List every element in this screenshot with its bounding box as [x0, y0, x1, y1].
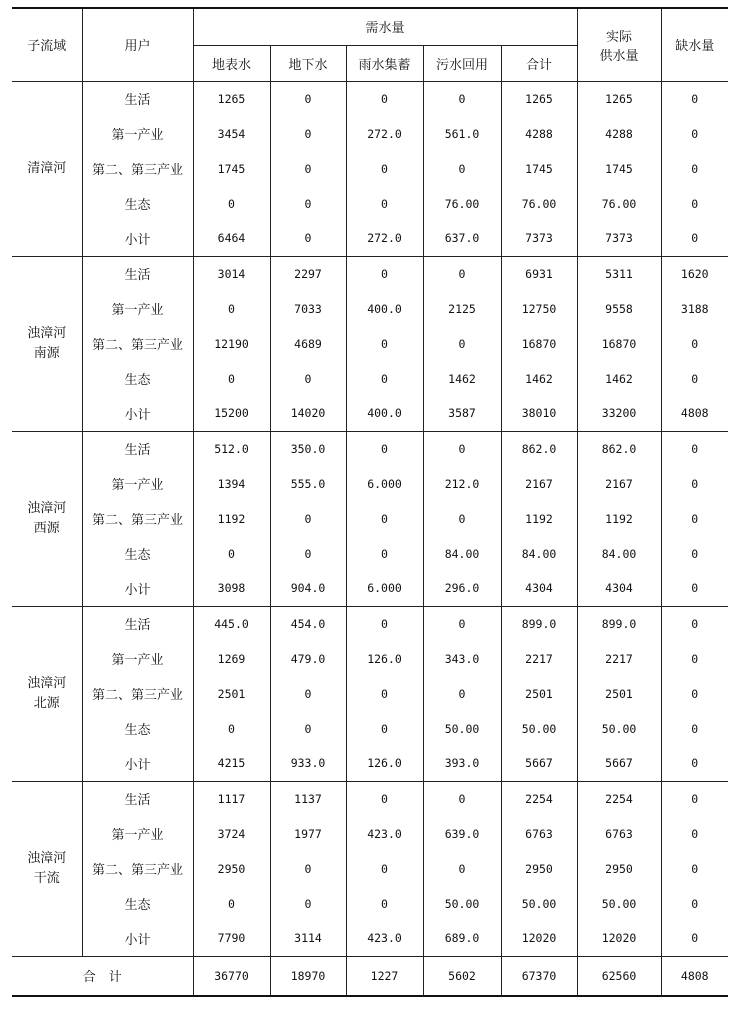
- cell-ground: 1977: [270, 816, 346, 851]
- cell-sewage: 212.0: [423, 466, 501, 501]
- cell-surface: 2950: [193, 851, 270, 886]
- cell-rain: 0: [346, 501, 423, 536]
- table-row: [12, 396, 728, 431]
- cell-supply: 5667: [577, 746, 661, 781]
- cell-shortage: 0: [661, 886, 728, 921]
- cell-supply: 33200: [577, 396, 661, 431]
- cell-rain: 0: [346, 606, 423, 641]
- user-category: 小计: [82, 396, 193, 431]
- cell-sum: 5667: [501, 746, 577, 781]
- cell-sum: 76.00: [501, 186, 577, 221]
- table-row: [12, 291, 728, 326]
- basin-name: [12, 781, 82, 956]
- cell-shortage: 3188: [661, 291, 728, 326]
- table-row: [12, 851, 728, 886]
- cell-rain: 0: [346, 851, 423, 886]
- cell-surface: 0: [193, 291, 270, 326]
- cell-ground: 4689: [270, 326, 346, 361]
- cell-sum: 1745: [501, 151, 577, 186]
- cell-shortage: 0: [661, 81, 728, 116]
- cell-ground: 350.0: [270, 431, 346, 466]
- cell-sum: 899.0: [501, 606, 577, 641]
- cell-surface: 1269: [193, 641, 270, 676]
- header-sum: 合计: [501, 45, 577, 81]
- user-category: 小计: [82, 746, 193, 781]
- table-row: [12, 641, 728, 676]
- table-row: [12, 466, 728, 501]
- table-row: [12, 921, 728, 956]
- table-row: [12, 501, 728, 536]
- header-groundwater: 地下水: [270, 45, 346, 81]
- table-row: [12, 361, 728, 396]
- cell-sum: 1462: [501, 361, 577, 396]
- cell-supply: 899.0: [577, 606, 661, 641]
- cell-supply: 4304: [577, 571, 661, 606]
- basin-name-line1: 浊漳河: [27, 675, 67, 691]
- cell-sum: 862.0: [501, 431, 577, 466]
- cell-sum: 7373: [501, 221, 577, 256]
- user-category: 第二、第三产业: [82, 851, 193, 886]
- cell-rain: 400.0: [346, 291, 423, 326]
- cell-shortage: 0: [661, 501, 728, 536]
- cell-surface: 12190: [193, 326, 270, 361]
- cell-rain: 272.0: [346, 221, 423, 256]
- cell-sewage: 1462: [423, 361, 501, 396]
- header-supply-line1: 实际: [606, 29, 633, 45]
- cell-sum: 50.00: [501, 886, 577, 921]
- cell-sewage: 561.0: [423, 116, 501, 151]
- cell-shortage: 0: [661, 711, 728, 746]
- table-row: [12, 536, 728, 571]
- user-category: 第一产业: [82, 641, 193, 676]
- user-category: 生态: [82, 711, 193, 746]
- table-row: [12, 816, 728, 851]
- cell-shortage: 0: [661, 641, 728, 676]
- cell-shortage: 0: [661, 676, 728, 711]
- cell-sum: 6763: [501, 816, 577, 851]
- cell-sum: 6931: [501, 256, 577, 291]
- cell-shortage: 4808: [661, 396, 728, 431]
- cell-rain: 0: [346, 151, 423, 186]
- table-row: [12, 116, 728, 151]
- cell-ground: 479.0: [270, 641, 346, 676]
- header-demand: 需水量: [193, 8, 577, 45]
- cell-sewage: 296.0: [423, 571, 501, 606]
- cell-sewage: 689.0: [423, 921, 501, 956]
- basin-name-line1: 浊漳河: [27, 850, 67, 866]
- cell-supply: 6763: [577, 816, 661, 851]
- table-row: [12, 326, 728, 361]
- basin-name-line1: 清漳河: [27, 160, 67, 176]
- table-row: [12, 781, 728, 816]
- cell-surface: 445.0: [193, 606, 270, 641]
- cell-sewage: 76.00: [423, 186, 501, 221]
- cell-ground: 904.0: [270, 571, 346, 606]
- cell-ground: 0: [270, 676, 346, 711]
- table-row: [12, 606, 728, 641]
- cell-surface: 512.0: [193, 431, 270, 466]
- user-category: 小计: [82, 571, 193, 606]
- cell-rain: 423.0: [346, 921, 423, 956]
- cell-surface: 1117: [193, 781, 270, 816]
- table-row: [12, 711, 728, 746]
- table-row: [12, 676, 728, 711]
- cell-shortage: 0: [661, 186, 728, 221]
- total-label: 合 计: [12, 956, 193, 996]
- cell-shortage: 0: [661, 746, 728, 781]
- cell-shortage: 0: [661, 466, 728, 501]
- user-category: 第一产业: [82, 116, 193, 151]
- cell-sewage: 393.0: [423, 746, 501, 781]
- cell-surface: 6464: [193, 221, 270, 256]
- cell-supply: 84.00: [577, 536, 661, 571]
- total-sum: 67370: [501, 956, 577, 996]
- cell-ground: 3114: [270, 921, 346, 956]
- user-category: 第一产业: [82, 466, 193, 501]
- cell-rain: 6.000: [346, 571, 423, 606]
- user-category: 生活: [82, 81, 193, 116]
- header-sewage-reuse: 污水回用: [423, 45, 501, 81]
- cell-supply: 2501: [577, 676, 661, 711]
- header-rainwater: 雨水集蓄: [346, 45, 423, 81]
- total-rain: 1227: [346, 956, 423, 996]
- cell-ground: 7033: [270, 291, 346, 326]
- basin-name-line2: 北源: [33, 695, 60, 711]
- table-row: [12, 571, 728, 606]
- cell-ground: 0: [270, 221, 346, 256]
- user-category: 生态: [82, 536, 193, 571]
- cell-rain: 6.000: [346, 466, 423, 501]
- cell-supply: 1192: [577, 501, 661, 536]
- total-supply: 62560: [577, 956, 661, 996]
- cell-surface: 15200: [193, 396, 270, 431]
- table-row: [12, 886, 728, 921]
- cell-ground: 2297: [270, 256, 346, 291]
- cell-sum: 16870: [501, 326, 577, 361]
- cell-ground: 933.0: [270, 746, 346, 781]
- cell-supply: 4288: [577, 116, 661, 151]
- basin-name-line2: 干流: [33, 870, 60, 886]
- cell-shortage: 0: [661, 921, 728, 956]
- cell-surface: 1192: [193, 501, 270, 536]
- cell-rain: 423.0: [346, 816, 423, 851]
- cell-ground: 454.0: [270, 606, 346, 641]
- basin-name: [12, 606, 82, 781]
- cell-surface: 0: [193, 186, 270, 221]
- cell-rain: 0: [346, 361, 423, 396]
- cell-rain: 0: [346, 431, 423, 466]
- cell-ground: 14020: [270, 396, 346, 431]
- cell-shortage: 0: [661, 151, 728, 186]
- table-body: [12, 81, 728, 956]
- cell-rain: 400.0: [346, 396, 423, 431]
- cell-sewage: 0: [423, 431, 501, 466]
- user-category: 小计: [82, 921, 193, 956]
- cell-rain: 0: [346, 326, 423, 361]
- cell-ground: 0: [270, 81, 346, 116]
- cell-shortage: 1620: [661, 256, 728, 291]
- cell-sewage: 0: [423, 151, 501, 186]
- cell-sum: 4288: [501, 116, 577, 151]
- cell-supply: 1265: [577, 81, 661, 116]
- cell-sum: 2254: [501, 781, 577, 816]
- cell-surface: 3014: [193, 256, 270, 291]
- user-category: 第二、第三产业: [82, 326, 193, 361]
- user-category: 生活: [82, 256, 193, 291]
- user-category: 小计: [82, 221, 193, 256]
- cell-sewage: 0: [423, 81, 501, 116]
- cell-supply: 9558: [577, 291, 661, 326]
- cell-sewage: 0: [423, 851, 501, 886]
- cell-sum: 12020: [501, 921, 577, 956]
- table-row: [12, 431, 728, 466]
- user-category: 生活: [82, 781, 193, 816]
- cell-surface: 2501: [193, 676, 270, 711]
- table-row: [12, 186, 728, 221]
- cell-rain: 0: [346, 676, 423, 711]
- cell-ground: 0: [270, 116, 346, 151]
- cell-rain: 0: [346, 886, 423, 921]
- cell-supply: 2950: [577, 851, 661, 886]
- cell-ground: 1137: [270, 781, 346, 816]
- table-row: [12, 221, 728, 256]
- user-category: 第二、第三产业: [82, 151, 193, 186]
- cell-rain: 126.0: [346, 746, 423, 781]
- cell-shortage: 0: [661, 116, 728, 151]
- cell-sum: 50.00: [501, 711, 577, 746]
- cell-ground: 0: [270, 186, 346, 221]
- user-category: 生态: [82, 186, 193, 221]
- cell-surface: 3454: [193, 116, 270, 151]
- cell-rain: 272.0: [346, 116, 423, 151]
- cell-supply: 12020: [577, 921, 661, 956]
- table-row: [12, 151, 728, 186]
- cell-ground: 555.0: [270, 466, 346, 501]
- cell-surface: 3098: [193, 571, 270, 606]
- cell-sum: 2217: [501, 641, 577, 676]
- cell-sewage: 3587: [423, 396, 501, 431]
- cell-sewage: 0: [423, 501, 501, 536]
- user-category: 第一产业: [82, 816, 193, 851]
- basin-name: [12, 431, 82, 606]
- cell-surface: 1394: [193, 466, 270, 501]
- cell-surface: 1265: [193, 81, 270, 116]
- total-ground: 18970: [270, 956, 346, 996]
- cell-surface: 7790: [193, 921, 270, 956]
- cell-sum: 38010: [501, 396, 577, 431]
- basin-name-line1: 浊漳河: [27, 325, 67, 341]
- cell-surface: 0: [193, 536, 270, 571]
- basin-name-line2: 西源: [33, 520, 60, 536]
- total-shortage: 4808: [661, 956, 728, 996]
- cell-ground: 0: [270, 536, 346, 571]
- cell-supply: 50.00: [577, 886, 661, 921]
- table-row: [12, 256, 728, 291]
- cell-surface: 0: [193, 886, 270, 921]
- cell-supply: 76.00: [577, 186, 661, 221]
- cell-sewage: 0: [423, 606, 501, 641]
- cell-shortage: 0: [661, 536, 728, 571]
- header-user: 用户: [82, 8, 193, 81]
- cell-sum: 84.00: [501, 536, 577, 571]
- user-category: 生态: [82, 361, 193, 396]
- user-category: 第二、第三产业: [82, 676, 193, 711]
- cell-shortage: 0: [661, 221, 728, 256]
- table-row: [12, 746, 728, 781]
- basin-name: [12, 256, 82, 431]
- cell-sum: 12750: [501, 291, 577, 326]
- cell-sewage: 639.0: [423, 816, 501, 851]
- cell-surface: 1745: [193, 151, 270, 186]
- header-basin: 子流域: [12, 8, 82, 81]
- cell-ground: 0: [270, 851, 346, 886]
- header-actual-supply: [577, 8, 661, 81]
- cell-ground: 0: [270, 711, 346, 746]
- cell-shortage: 0: [661, 781, 728, 816]
- cell-sum: 4304: [501, 571, 577, 606]
- cell-supply: 1462: [577, 361, 661, 396]
- cell-shortage: 0: [661, 431, 728, 466]
- cell-sewage: 343.0: [423, 641, 501, 676]
- cell-sewage: 0: [423, 256, 501, 291]
- cell-shortage: 0: [661, 326, 728, 361]
- cell-rain: 0: [346, 781, 423, 816]
- cell-sewage: 2125: [423, 291, 501, 326]
- cell-supply: 862.0: [577, 431, 661, 466]
- cell-sum: 2167: [501, 466, 577, 501]
- cell-sum: 2501: [501, 676, 577, 711]
- cell-shortage: 0: [661, 851, 728, 886]
- cell-shortage: 0: [661, 816, 728, 851]
- cell-rain: 0: [346, 256, 423, 291]
- header-supply-line2: 供水量: [599, 48, 639, 64]
- cell-supply: 2254: [577, 781, 661, 816]
- cell-supply: 7373: [577, 221, 661, 256]
- cell-rain: 0: [346, 711, 423, 746]
- cell-supply: 5311: [577, 256, 661, 291]
- table-header: [12, 8, 728, 81]
- cell-sum: 2950: [501, 851, 577, 886]
- basin-name-line1: 浊漳河: [27, 500, 67, 516]
- cell-sewage: 0: [423, 781, 501, 816]
- cell-supply: 1745: [577, 151, 661, 186]
- basin-name: [12, 81, 82, 256]
- cell-sewage: 84.00: [423, 536, 501, 571]
- cell-rain: 126.0: [346, 641, 423, 676]
- cell-surface: 4215: [193, 746, 270, 781]
- header-shortage: 缺水量: [661, 8, 728, 81]
- cell-shortage: 0: [661, 571, 728, 606]
- header-surface-water: 地表水: [193, 45, 270, 81]
- cell-sum: 1265: [501, 81, 577, 116]
- total-sewage: 5602: [423, 956, 501, 996]
- cell-sewage: 50.00: [423, 886, 501, 921]
- cell-supply: 50.00: [577, 711, 661, 746]
- user-category: 生态: [82, 886, 193, 921]
- total-row: [12, 956, 728, 996]
- cell-rain: 0: [346, 186, 423, 221]
- table-row: [12, 81, 728, 116]
- user-category: 第二、第三产业: [82, 501, 193, 536]
- cell-surface: 0: [193, 711, 270, 746]
- total-surface: 36770: [193, 956, 270, 996]
- cell-shortage: 0: [661, 361, 728, 396]
- cell-sewage: 0: [423, 326, 501, 361]
- user-category: 第一产业: [82, 291, 193, 326]
- cell-sewage: 50.00: [423, 711, 501, 746]
- cell-supply: 2167: [577, 466, 661, 501]
- cell-ground: 0: [270, 361, 346, 396]
- cell-surface: 3724: [193, 816, 270, 851]
- user-category: 生活: [82, 431, 193, 466]
- cell-supply: 16870: [577, 326, 661, 361]
- cell-ground: 0: [270, 501, 346, 536]
- user-category: 生活: [82, 606, 193, 641]
- water-balance-table: [12, 7, 728, 997]
- cell-shortage: 0: [661, 606, 728, 641]
- cell-surface: 0: [193, 361, 270, 396]
- table-footer: [12, 956, 728, 996]
- cell-supply: 2217: [577, 641, 661, 676]
- cell-sewage: 0: [423, 676, 501, 711]
- cell-ground: 0: [270, 886, 346, 921]
- cell-rain: 0: [346, 81, 423, 116]
- basin-name-line2: 南源: [33, 345, 60, 361]
- cell-ground: 0: [270, 151, 346, 186]
- cell-sewage: 637.0: [423, 221, 501, 256]
- cell-rain: 0: [346, 536, 423, 571]
- cell-sum: 1192: [501, 501, 577, 536]
